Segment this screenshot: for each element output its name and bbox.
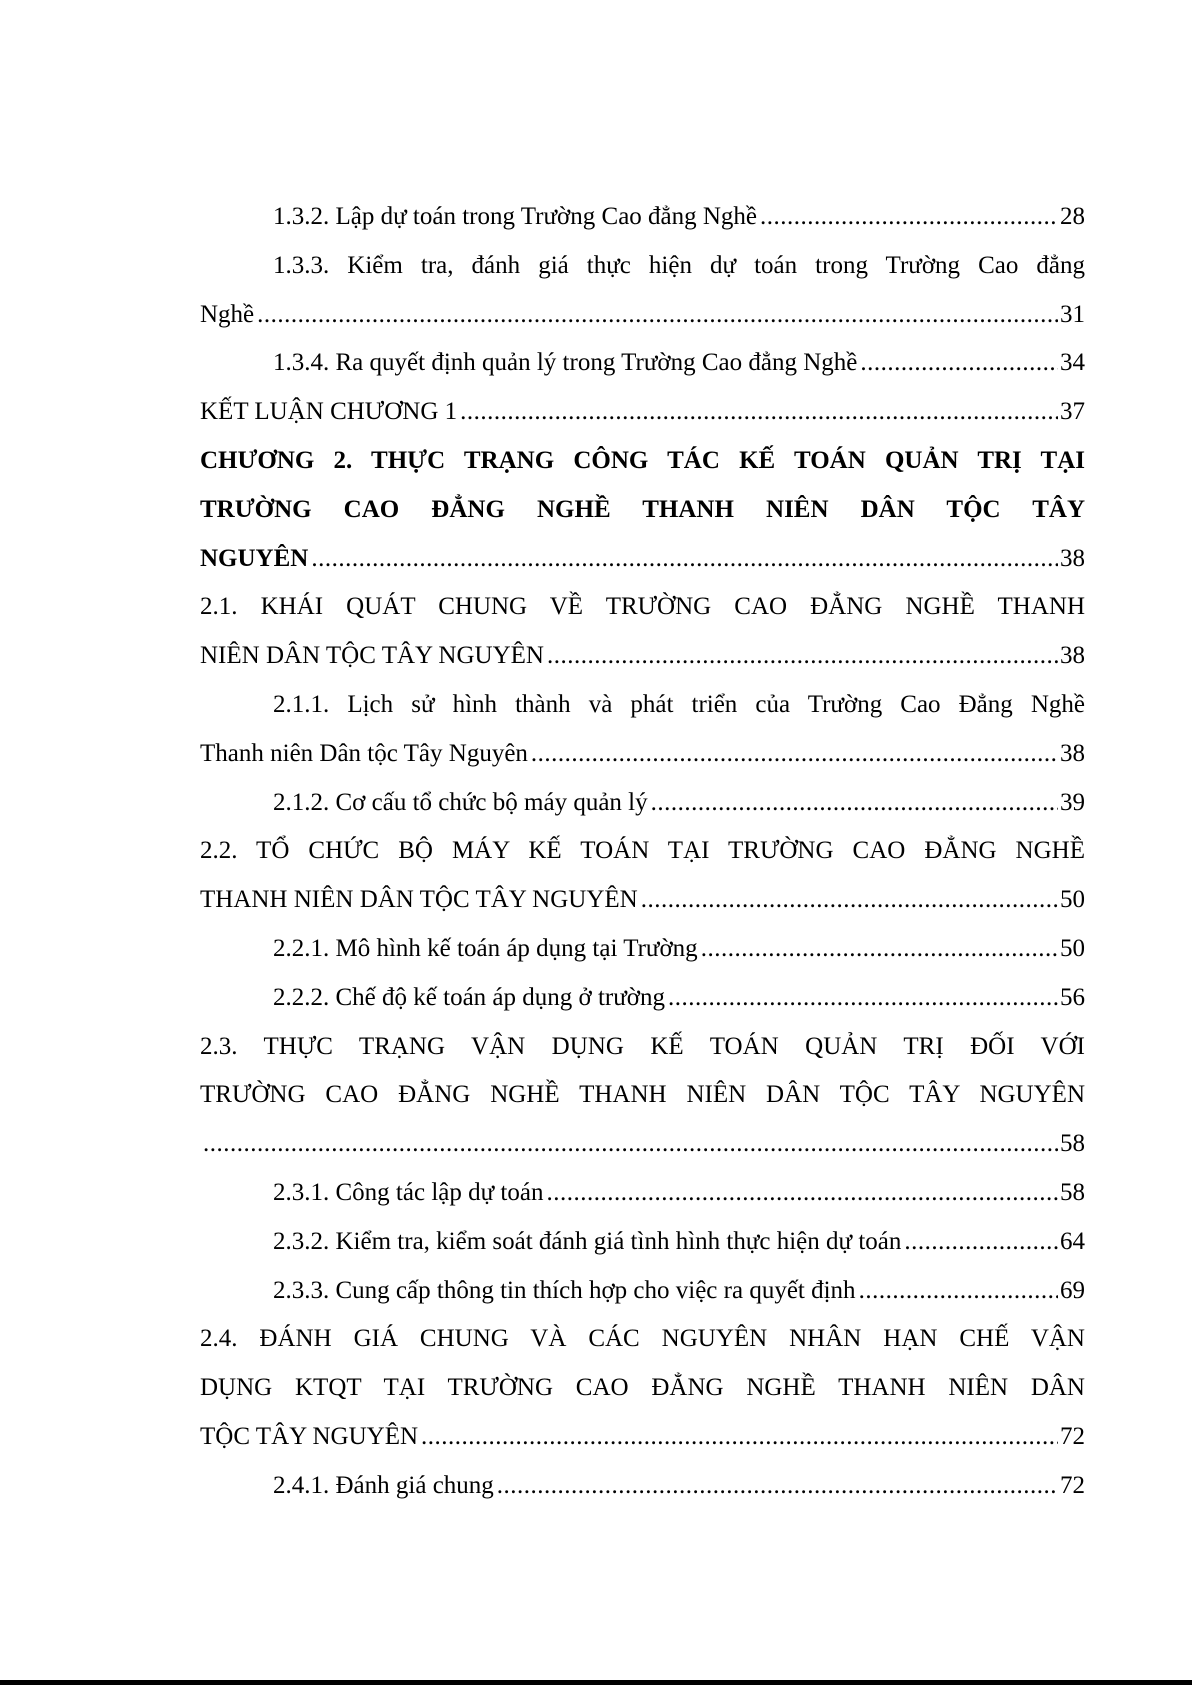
toc-entry-title: KẾT LUẬN CHƯƠNG 1: [200, 398, 458, 426]
toc-entry-title-line: TRƯỜNG CAO ĐẲNG NGHỀ THANH NIÊN DÂN TỘC TÂY NGUYÊN: [200, 1081, 1085, 1109]
toc-page-number: 28: [1060, 203, 1085, 230]
toc-entry-title-line: 2.1.1. Lịch sử hình thành và phát triển của Trường Cao Đẳng Nghề: [273, 690, 1085, 718]
toc-entry-title: 2.2.1. Mô hình kế toán áp dụng tại Trường: [273, 934, 698, 962]
toc-entry-2-1-1[interactable]: [200, 681, 1085, 779]
toc-entry-2-2-1[interactable]: [200, 925, 1085, 974]
toc-entry-title-line: THANH NIÊN DÂN TỘC TÂY NGUYÊN: [200, 886, 638, 914]
toc-page-number: 34: [1060, 349, 1085, 377]
toc-entry-title-line: TỘC TÂY NGUYÊN: [200, 1422, 419, 1450]
toc-entry-2-1[interactable]: [200, 583, 1085, 681]
toc-entry-title-line: 2.1. KHÁI QUÁT CHUNG VỀ TRƯỜNG CAO ĐẲNG NGHỀ THANH: [200, 593, 1085, 621]
dot-leader: [547, 632, 1058, 681]
dot-leader: [311, 535, 1058, 584]
table-of-contents: [200, 193, 1085, 1511]
toc-page-number: 72: [1060, 1422, 1085, 1450]
toc-entry-2-1-2[interactable]: [200, 779, 1085, 828]
toc-page-number: 50: [1060, 934, 1085, 962]
dot-leader: [701, 925, 1058, 974]
toc-entry-2-2-2[interactable]: [200, 974, 1085, 1023]
dot-leader: [860, 339, 1058, 388]
toc-page-number: 31: [1060, 300, 1085, 328]
toc-page-number: 38: [1060, 739, 1085, 767]
toc-entry-title-line: CHƯƠNG 2. THỰC TRẠNG CÔNG TÁC KẾ TOÁN QUẢN TRỊ TẠI: [200, 446, 1085, 474]
toc-page-number: 72: [1060, 1471, 1085, 1499]
dot-leader: [651, 779, 1058, 828]
toc-entry-title-line: DỤNG KTQT TẠI TRƯỜNG CAO ĐẲNG NGHỀ THANH NIÊN DÂN: [200, 1374, 1085, 1402]
toc-entry-title: 2.3.3. Cung cấp thông tin thích hợp cho việc ra quyết định: [273, 1276, 856, 1304]
toc-entry-title: 2.3.2. Kiểm tra, kiểm soát đánh giá tình hình thực hiện dự toán: [273, 1227, 902, 1255]
toc-entry-title-line: TRƯỜNG CAO ĐẲNG NGHỀ THANH NIÊN DÂN TỘC TÂY: [200, 495, 1085, 523]
toc-entry-title: 1.3.4. Ra quyết định quản lý trong Trường Cao đẳng Nghề: [273, 349, 858, 377]
toc-page-number: 37: [1060, 398, 1085, 426]
toc-entry-2-3-1[interactable]: [200, 1169, 1085, 1218]
toc-entry-1-3-3[interactable]: [200, 242, 1085, 340]
dot-leader: [904, 1218, 1058, 1267]
toc-page-number: 56: [1060, 983, 1085, 1011]
toc-page-number: 38: [1060, 642, 1085, 670]
dot-leader: [859, 1267, 1058, 1316]
toc-page-number: 58: [1060, 1130, 1085, 1158]
dot-leader: [257, 291, 1058, 340]
toc-entry-title-line: Thanh niên Dân tộc Tây Nguyên: [200, 739, 528, 767]
toc-entry-chapter-1-conclusion[interactable]: [200, 388, 1085, 437]
toc-entry-title: 2.1.2. Cơ cấu tổ chức bộ máy quản lý: [273, 788, 648, 816]
toc-entry-2-3-3[interactable]: [200, 1267, 1085, 1316]
toc-entry-title-line: Nghề: [200, 300, 255, 328]
toc-entry-chapter-2[interactable]: [200, 437, 1085, 583]
toc-entry-title: 2.2.2. Chế độ kế toán áp dụng ở trường: [273, 983, 666, 1011]
dot-leader: [760, 193, 1058, 242]
page-bottom-border: [0, 1680, 1192, 1685]
toc-entry-title: 2.3.1. Công tác lập dự toán: [273, 1178, 544, 1206]
toc-entry-1-3-2[interactable]: [200, 193, 1085, 242]
dot-leader: [546, 1169, 1058, 1218]
dot-leader: [497, 1462, 1058, 1511]
toc-entry-1-3-4[interactable]: [200, 339, 1085, 388]
toc-page-number: 69: [1060, 1276, 1085, 1304]
toc-entry-2-2[interactable]: [200, 827, 1085, 925]
dot-leader: [460, 388, 1058, 437]
toc-entry-title: 2.4.1. Đánh giá chung: [273, 1471, 494, 1499]
toc-page-number: 58: [1060, 1178, 1085, 1206]
dot-leader: [641, 876, 1058, 925]
toc-entry-title-line: 1.3.3. Kiểm tra, đánh giá thực hiện dự toán trong Trường Cao đẳng: [273, 251, 1085, 279]
toc-entry-title-line: NGUYÊN: [200, 544, 309, 572]
dot-leader: [531, 730, 1058, 779]
toc-page-number: 38: [1060, 544, 1085, 572]
toc-page-number: 50: [1060, 886, 1085, 914]
dot-leader: [421, 1413, 1058, 1462]
toc-entry-2-4[interactable]: [200, 1315, 1085, 1461]
toc-entry-title-line: 2.4. ĐÁNH GIÁ CHUNG VÀ CÁC NGUYÊN NHÂN HẠN CHẾ VẬN: [200, 1325, 1085, 1353]
toc-entry-title-line: NIÊN DÂN TỘC TÂY NGUYÊN: [200, 642, 544, 670]
toc-entry-title: 1.3.2. Lập dự toán trong Trường Cao đẳng Nghề: [273, 203, 758, 230]
toc-entry-2-3[interactable]: [200, 1023, 1085, 1169]
toc-entry-title-line: 2.2. TỔ CHỨC BỘ MÁY KẾ TOÁN TẠI TRƯỜNG CAO ĐẲNG NGHỀ: [200, 837, 1085, 865]
toc-entry-2-4-1[interactable]: [200, 1462, 1085, 1511]
toc-page-number: 39: [1060, 788, 1085, 816]
dot-leader: [203, 1120, 1058, 1169]
dot-leader: [668, 974, 1058, 1023]
toc-entry-title-line: 2.3. THỰC TRẠNG VẬN DỤNG KẾ TOÁN QUẢN TRỊ ĐỐI VỚI: [200, 1032, 1085, 1060]
toc-page-number: 64: [1060, 1227, 1085, 1255]
toc-entry-2-3-2[interactable]: [200, 1218, 1085, 1267]
